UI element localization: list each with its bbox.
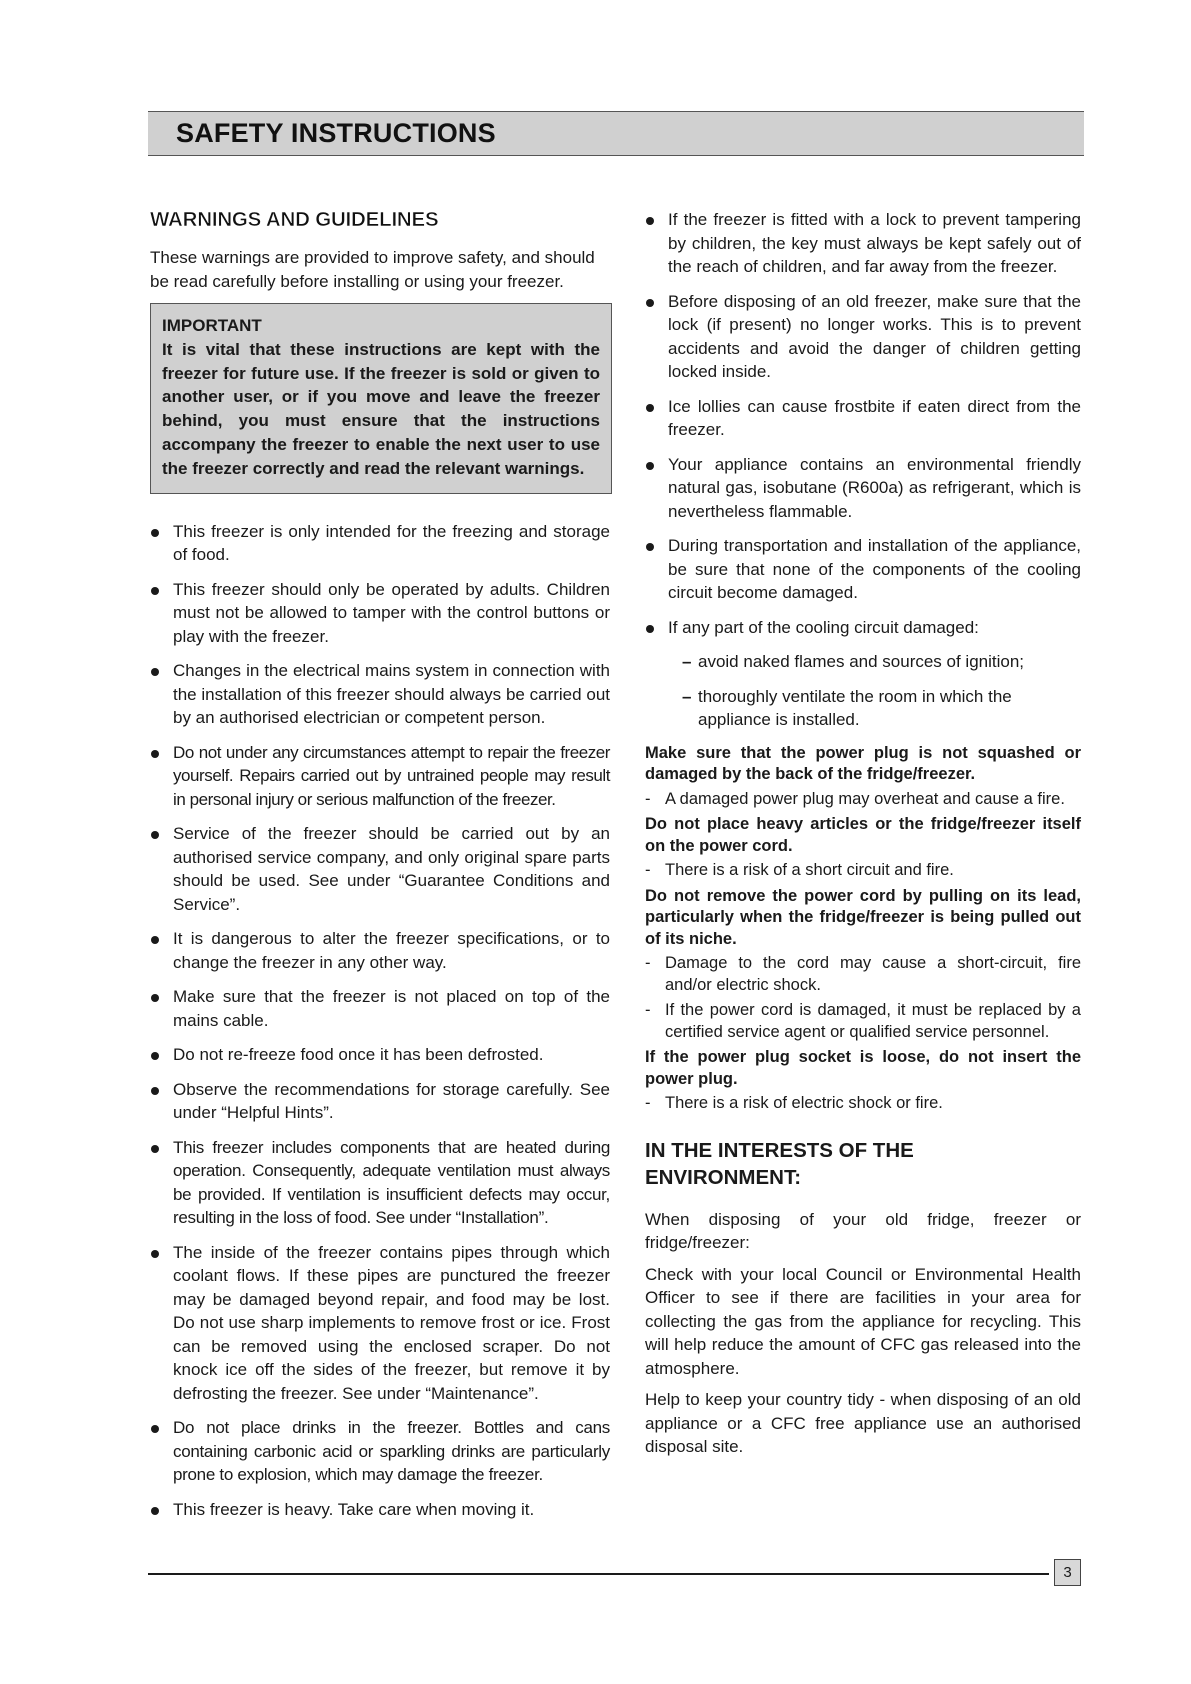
cooling-circuit-sublist	[645, 650, 1081, 732]
list-item: Do not re-freeze food once it has been defrosted.	[150, 1043, 610, 1067]
bullet-icon	[646, 404, 654, 412]
list-item: Do not under any circumstances attempt to repair the freezer yourself. Repairs carried out by untrained people may result in personal injury or serious malfunction of the freezer.	[150, 741, 610, 812]
list-item: This freezer is heavy. Take care when moving it.	[150, 1498, 610, 1522]
intro-paragraph: These warnings are provided to improve safety, and should be read carefully before installing or using your freezer.	[150, 248, 595, 291]
warning-heading: Do not place heavy articles or the fridge/freezer itself on the power cord.	[645, 815, 1081, 855]
bullet-icon	[151, 750, 159, 758]
warning-note: - There is a risk of a short circuit and fire.	[645, 861, 954, 879]
bullet-icon	[151, 1250, 159, 1258]
list-item: Your appliance contains an environmental friendly natural gas, isobutane (R600a) as refrigerant, which is nevertheless flammable.	[645, 453, 1081, 524]
right-bullet-list	[645, 208, 1081, 639]
warning-heading: If the power plug socket is loose, do not insert the power plug.	[645, 1048, 1081, 1088]
bullet-icon	[151, 936, 159, 944]
bullet-icon	[151, 994, 159, 1002]
page-title: SAFETY INSTRUCTIONS	[176, 118, 496, 148]
list-item: If the freezer is fitted with a lock to prevent tampering by children, the key must always be kept safely out of the reach of children, and far away from the freezer.	[645, 208, 1081, 279]
title-bar	[148, 111, 1084, 156]
env-paragraph: Help to keep your country tidy - when disposing of an old appliance or a CFC free appliance use an authorised disposal site.	[645, 1390, 1081, 1456]
warning-heading: Do not remove the power cord by pulling on its lead, particularly when the fridge/freezer is being pulled out of its niche.	[645, 886, 1081, 948]
list-item: Observe the recommendations for storage carefully. See under “Helpful Hints”.	[150, 1078, 610, 1125]
warning-note: - Damage to the cord may cause a short-circuit, fire and/or electric shock.	[645, 954, 1081, 994]
bullet-icon	[151, 529, 159, 537]
sub-list-item: – thoroughly ventilate the room in which the appliance is installed.	[682, 686, 1012, 729]
env-paragraph: Check with your local Council or Environmental Health Officer to see if there are facilities in your area for collecting the gas from the appliance for recycling. This will help reduce the amount of CFC gas released into the atmosphere.	[645, 1264, 1081, 1378]
list-item: During transportation and installation of the appliance, be sure that none of the components of the cooling circuit become damaged.	[645, 534, 1081, 605]
list-item: Do not place drinks in the freezer. Bottles and cans containing carbonic acid or sparkling drinks are particularly prone to explosion, which may damage the freezer.	[150, 1416, 610, 1487]
list-item: This freezer includes components that are heated during operation. Consequently, adequate ventilation must always be provided. If ventilation is insufficient defects may occur, resulting in the loss of food. See under “Installation”.	[150, 1136, 610, 1230]
bullet-icon	[151, 1145, 159, 1153]
bullet-icon	[151, 587, 159, 595]
bullet-icon	[646, 462, 654, 470]
warning-note: - There is a risk of electric shock or fire.	[645, 1094, 943, 1112]
section-title-environment: IN THE INTERESTS OF THE ENVIRONMENT:	[645, 1138, 914, 1189]
bullet-icon	[151, 1507, 159, 1515]
list-item: Make sure that the freezer is not placed on top of the mains cable.	[150, 985, 610, 1032]
bullet-icon	[646, 217, 654, 225]
section-title-warnings: WARNINGS AND GUIDELINES	[150, 208, 439, 231]
warning-heading: Make sure that the power plug is not squashed or damaged by the back of the fridge/freezer.	[645, 743, 1081, 783]
important-heading: IMPORTANT	[162, 316, 262, 335]
list-item: Service of the freezer should be carried out by an authorised service company, and only original spare parts should be used. See under “Guarantee Conditions and Service”.	[150, 822, 610, 916]
right-column	[645, 208, 1081, 1459]
list-item: The inside of the freezer contains pipes through which coolant flows. If these pipes are punctured the freezer may be damaged beyond repair, and food may be lost. Do not use sharp implements to remove frost or ice. Frost can be removed using the enclosed scraper. Do not knock ice off the sides of the freezer, but remove it by defrosting the freezer. See under “Maintenance”.	[150, 1241, 610, 1406]
bullet-icon	[151, 1087, 159, 1095]
list-item: Before disposing of an old freezer, make sure that the lock (if present) no longer works. This is to prevent accidents and avoid the danger of children getting locked inside.	[645, 290, 1081, 384]
bullet-icon	[646, 299, 654, 307]
page-number: 3	[1054, 1559, 1081, 1586]
bullet-icon	[646, 543, 654, 551]
list-item: If any part of the cooling circuit damaged:	[645, 616, 1081, 640]
footer-rule	[148, 1573, 1049, 1575]
bullet-icon	[151, 668, 159, 676]
important-text: It is vital that these instructions are kept with the freezer for future use. If the freezer is sold or given to another user, or if you move and leave the freezer behind, you must ensure that the instructions accompany the freezer to enable the next user to use the freezer correctly and read the relevant warnings.	[162, 339, 600, 478]
left-bullet-list	[150, 520, 610, 1522]
env-paragraph: When disposing of your old fridge, freezer or fridge/freezer:	[645, 1209, 1081, 1252]
list-item: Changes in the electrical mains system in connection with the installation of this freezer should always be carried out by an authorised electrician or competent person.	[150, 659, 610, 730]
sub-list-item: – avoid naked flames and sources of ignition;	[682, 652, 1025, 671]
important-box	[150, 303, 612, 494]
bullet-icon	[151, 1052, 159, 1060]
list-item: This freezer is only intended for the freezing and storage of food.	[150, 520, 610, 567]
bullet-icon	[646, 625, 654, 633]
left-column	[150, 208, 610, 1532]
list-item: Ice lollies can cause frostbite if eaten direct from the freezer.	[645, 395, 1081, 442]
warning-note: - A damaged power plug may overheat and cause a fire.	[645, 789, 1065, 808]
warning-note: - If the power cord is damaged, it must be replaced by a certified service agent or qualified service personnel.	[645, 1001, 1081, 1041]
bullet-icon	[151, 1425, 159, 1433]
bullet-icon	[151, 831, 159, 839]
list-item: This freezer should only be operated by adults. Children must not be allowed to tamper with the control buttons or play with the freezer.	[150, 578, 610, 649]
list-item: It is dangerous to alter the freezer specifications, or to change the freezer in any other way.	[150, 927, 610, 974]
